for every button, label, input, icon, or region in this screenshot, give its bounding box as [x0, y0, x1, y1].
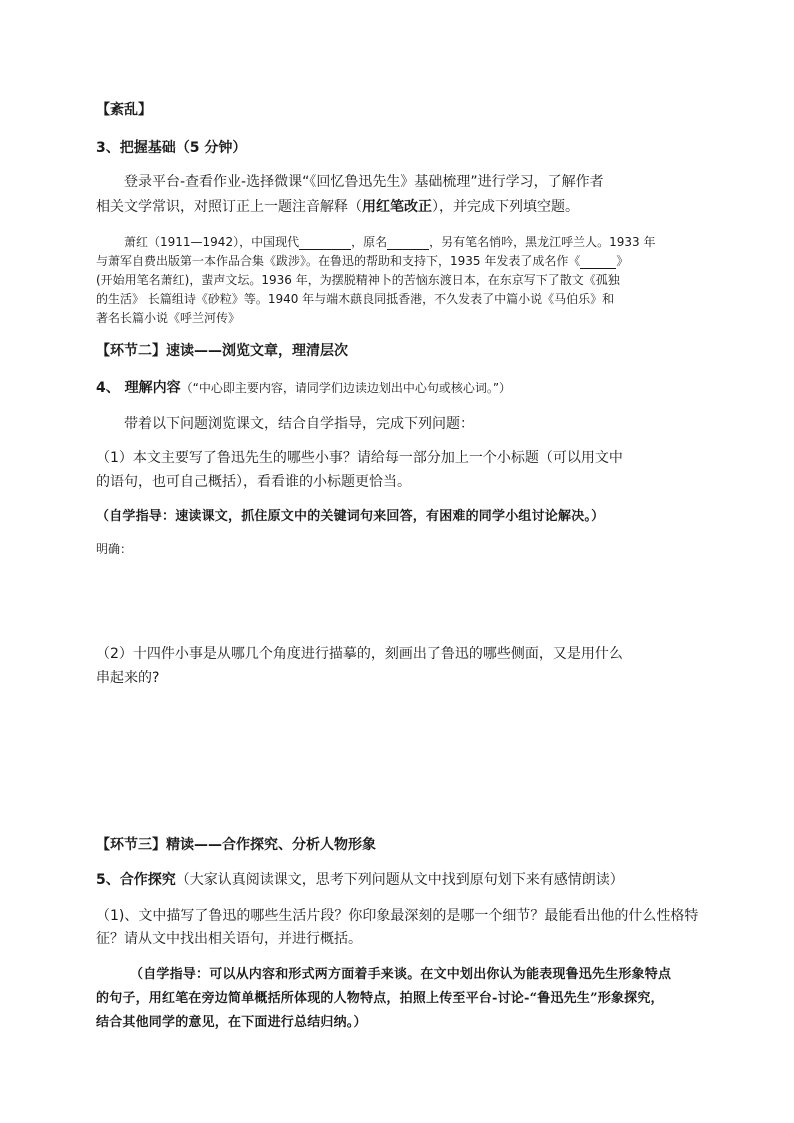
question-5-line	[96, 869, 624, 889]
question-5-1-line-2: 征？请从文中找出相关语句，并进行概括。	[96, 931, 362, 947]
self-study-guide-2-line-3: 结合其他同学的意见，在下面进行总结归纳。）	[96, 1015, 367, 1030]
blank-field-2[interactable]	[387, 235, 429, 250]
body-text-line: 的生活》 长篇组诗《砂粒》等。1940 年与端木蕻良同抵香港，不久发表了中篇小说《马伯乐》和	[96, 292, 615, 306]
question-4-heading: 4、 理解内容	[96, 380, 181, 396]
self-study-guide-2-line-1: （自学指导：可以从内容和形式两方面着手来谈。在文中划出你认为能表现鲁迅先生形象特点	[130, 967, 672, 982]
question-4-1-line-2: 的语句，也可自己概括），看看谁的小标题更恰当。	[96, 474, 411, 490]
instruction-line: 带着以下问题浏览课文，结合自学指导，完成下列问题：	[124, 416, 474, 432]
question-4-2-line-1: （2）十四件小事是从哪几个角度进行描摹的，刻画出了鲁迅的哪些侧面，又是用什么	[96, 646, 623, 662]
instruction-text-end: ），并完成下列填空题。	[432, 199, 579, 215]
instruction-line-2	[96, 196, 579, 216]
instruction-text: 相关文学常识，对照订正上一题注音解释（	[96, 199, 362, 215]
question-5-note: （大家认真阅读课文，思考下列问题从文中找到原句划下来有感情朗读）	[175, 872, 624, 888]
self-study-guide: （自学指导：速读课文，抓住原文中的关键词句来回答，有困难的同学小组讨论解决。）	[96, 509, 605, 524]
section-heading-confusion: 【紊乱】	[96, 102, 152, 118]
fill-text: 》	[616, 254, 629, 268]
question-5-heading: 5、合作探究	[96, 872, 176, 888]
section-heading-part-3: 【环节三】精读——合作探究、分析人物形象	[96, 837, 376, 853]
question-4-line	[96, 377, 511, 397]
question-4-1-line-1: （1）本文主要写了鲁迅先生的哪些小事？请给每一部分加上一个小标题（可以用文中	[96, 450, 623, 466]
fill-blank-line-2	[96, 252, 628, 269]
body-text-line: (开始用笔名萧红)，蜚声文坛。1936 年，为摆脱精神卜的苦恼东渡日本，在东京写下了散文《孤独	[96, 273, 620, 287]
instruction-line: 登录平台-查看作业-选择微课“《回忆鲁迅先生》基础梳理”进行学习，了解作者	[124, 174, 604, 190]
answer-label: 明确：	[96, 542, 133, 556]
question-5-1-line-1: （1)、文中描写了鲁迅的哪些生活片段？你印象最深刻的是哪一个细节？最能看出他的什么性格特	[96, 908, 699, 924]
question-4-2-line-2: 串起来的?	[96, 670, 160, 686]
question-4-note: （“中心即主要内容，请同学们边读边划出中心句或核心词。”）	[180, 381, 512, 395]
fill-text: 与萧军自费出版第一本作品合集《跋涉》。在鲁迅的帮助和支持下，1935 年发表了成名作《	[96, 254, 581, 268]
body-text-line: 著名长篇小说《呼兰河传》	[96, 311, 241, 325]
red-pen-note: 用红笔改正	[362, 199, 432, 215]
fill-text: 萧红（1911—1942），中国现代	[124, 235, 300, 249]
blank-field-1[interactable]	[299, 235, 351, 250]
section-heading-part-2: 【环节二】速读——浏览文章，理清层次	[96, 343, 348, 359]
fill-text: ，另有笔名悄吟，黑龙江呼兰人。1933 年	[429, 235, 656, 249]
self-study-guide-2-line-2: 的句子，用红笔在旁边简单概括所体现的人物特点，拍照上传至平台-讨论-“鲁迅先生”形象探究，	[96, 991, 664, 1006]
fill-text: ，原名	[351, 235, 388, 249]
blank-field-3[interactable]	[580, 254, 616, 269]
fill-blank-line-1	[124, 233, 655, 250]
question-3-heading: 3、把握基础（5 分钟）	[96, 140, 247, 156]
